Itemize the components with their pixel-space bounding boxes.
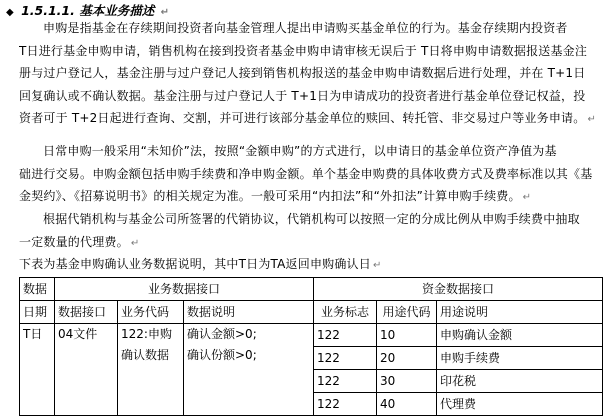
table-subheader-row [20,301,603,324]
paragraph-line-text: 一定数量的代理费。 [19,234,129,249]
cell-date: T日 [20,324,55,416]
table-caption [19,253,602,277]
cell-business-flag: 122 [314,347,377,370]
cell-business-flag: 122 [314,370,377,393]
paragraph-line: 册与过户登记人，基金注册与过户登记人接到销售机构报送的基金申购申请数据后进行处理，并在 T+1日 [19,66,586,80]
subscription-confirmation-table [19,277,603,416]
paragraph-daily-subscription [19,140,602,208]
bullet-diamond-icon: ◆ [6,7,14,18]
header-cell-data: 数据 [20,278,55,301]
cell-line: 确认金额>0; [187,327,257,341]
cell-line: 122:申购 [121,327,172,341]
cell-usage-code: 40 [377,393,437,416]
cell-usage-description: 申购确认金额 [437,324,603,347]
cell-business-flag: 122 [314,393,377,416]
header-cell-usage-description: 用途说明 [437,301,603,324]
header-cell-date: 日期 [20,301,55,324]
paragraph-line: 根据代销机构与基金公司所签署的代销协议，代销机构可以按照一定的分成比例从申购手续费中抽取 [43,212,580,226]
cell-usage-description: 申购手续费 [437,347,603,370]
cell-usage-code: 20 [377,347,437,370]
table-row [20,324,603,347]
section-title: 基本业务描述 [79,3,155,18]
cell-usage-code: 10 [377,324,437,347]
cell-usage-description: 代理费 [437,393,603,416]
cell-usage-description: 印花税 [437,370,603,393]
paragraph-mark-icon: ↵ [372,260,382,271]
paragraph-mark-icon: ↵ [160,7,169,18]
cell-business-code [118,324,184,416]
section-number: 1.5.1.1. [21,3,75,18]
paragraph-mark-icon: ↵ [522,192,532,203]
paragraph-line: 申购是指基金在存续期间投资者向基金管理人提出申请购买基金单位的行为。基金存续期内投资者 [43,21,568,35]
paragraph-line: 础进行交易。申购金额包括申购手续费和净申购金额。单个基金申购费的具体收费方式及费率标准以其《基 [19,166,593,181]
paragraph-line: 回复确认或不确认数据。基金注册与过户登记人于 T+1日为申请成功的投资者进行基金单位登记权益，投 [19,88,586,103]
paragraph-line [19,185,602,208]
paragraph-line: T日进行基金申购申请，销售机构在接到投资者基金申购申请审核无误后于 T日将申购申请数据报送基金注 [19,43,588,58]
paragraph-line-text: 资者可于 T+2日起进行查询、交割，并可进行该部分基金单位的赎回、转托管、非交易过户等业务申请。 [19,111,586,125]
cell-line: 确认数据 [121,348,170,362]
table-header-row [20,278,603,301]
cell-business-flag: 122 [314,324,377,347]
cell-data-description [184,324,314,416]
paragraph-mark-icon: ↵ [130,237,140,249]
cell-line: 确认份额>0; [187,348,257,362]
paragraph-line [19,231,602,254]
cell-usage-code: 30 [377,370,437,393]
paragraph-line: 日常申购一般采用“未知价”法，按照“金额申购”的方式进行，以申请日的基金单位资产净值为基 [43,144,557,158]
paragraph-line [19,107,602,130]
paragraph-mark-icon: ↵ [587,114,597,125]
header-cell-business-flag: 业务标志 [314,301,377,324]
header-cell-usage-code: 用途代码 [377,301,437,324]
paragraph-line-text: 金契约》、《招募说明书》的相关规定为准。一般可采用“内扣法”和“外扣法”计算申购手续费。 [19,189,521,203]
table-caption-text: 下表为基金申购确认业务数据说明，其中T日为TA返回申购确认日 [19,257,371,271]
cell-data-interface: 04文件 [55,324,118,416]
paragraph-agent-fee [19,208,602,253]
header-cell-data-description: 数据说明 [184,301,314,324]
header-cell-data-interface: 数据接口 [55,301,118,324]
header-cell-fund-interface: 资金数据接口 [314,278,603,301]
paragraph-subscription-definition [19,17,602,130]
header-cell-business-code: 业务代码 [118,301,184,324]
header-cell-business-interface: 业务数据接口 [55,278,314,301]
